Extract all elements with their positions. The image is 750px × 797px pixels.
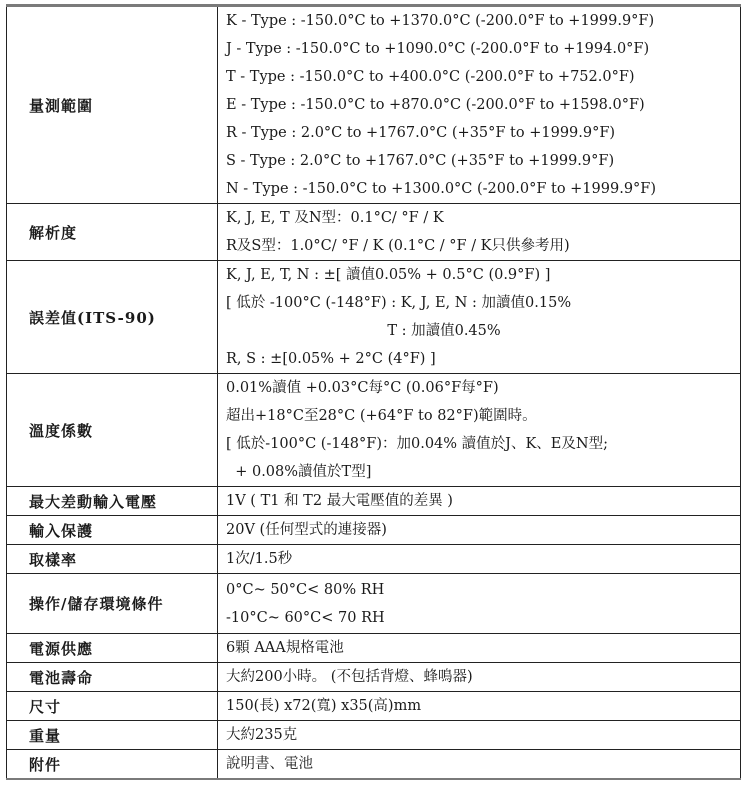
spec-value-line: K - Type : -150.0°C to +1370.0°C (-200.0°F to +1999.9°F) <box>226 13 655 29</box>
spec-value-line: [ 低於-100°C (-148°F)：加0.04% 讀值於J、K、E及N型; <box>226 436 608 452</box>
spec-value-line: K, J, E, T, N : ±[ 讀值0.05% + 0.5°C (0.9°F) ] <box>226 267 551 283</box>
spec-row-max-differential-input <box>7 487 741 516</box>
spec-label: 電源供應 <box>7 634 218 663</box>
spec-value-line: T - Type : -150.0°C to +400.0°C (-200.0°F to +752.0°F) <box>226 69 635 85</box>
spec-value-line: J - Type : -150.0°C to +1090.0°C (-200.0°F to +1994.0°F) <box>226 41 650 57</box>
spec-value-line: 1次/1.5秒 <box>226 551 293 567</box>
spec-value-line: 大約235克 <box>226 727 298 743</box>
spec-value <box>218 692 741 721</box>
spec-value-line: 0°C~ 50°C< 80% RH <box>226 581 385 598</box>
spec-value-line: R及S型：1.0°C/ °F / K (0.1°C / °F / K只供參考用) <box>226 238 570 254</box>
spec-value <box>218 374 741 487</box>
spec-value <box>218 574 741 634</box>
spec-label: 溫度係數 <box>7 374 218 487</box>
spec-value <box>218 721 741 750</box>
spec-value-line: T : 加讀值0.45% <box>226 323 501 339</box>
spec-label: 最大差動輸入電壓 <box>7 487 218 516</box>
spec-value-line: 大約200小時。 (不包括背燈、蜂鳴器) <box>226 669 473 685</box>
spec-value-line: 1V ( T1 和 T2 最大電壓值的差異 ) <box>226 493 453 509</box>
spec-row-accuracy <box>7 261 741 374</box>
spec-row-measurement-range <box>7 6 741 204</box>
spec-label: 誤差值(ITS-90) <box>7 261 218 374</box>
spec-value <box>218 487 741 516</box>
spec-value <box>218 750 741 780</box>
spec-row-sampling-rate <box>7 545 741 574</box>
spec-value <box>218 204 741 261</box>
spec-label: 操作/儲存環境條件 <box>7 574 218 634</box>
spec-label: 量測範圍 <box>7 6 218 204</box>
spec-value <box>218 634 741 663</box>
spec-row-battery-life <box>7 663 741 692</box>
specification-table <box>6 4 741 780</box>
spec-value-line: -10°C~ 60°C< 70 RH <box>226 609 385 626</box>
spec-value-line: R - Type : 2.0°C to +1767.0°C (+35°F to +1999.9°F) <box>226 125 616 141</box>
spec-value-line: + 0.08%讀值於T型] <box>226 464 372 480</box>
spec-row-weight <box>7 721 741 750</box>
spec-value-line: E - Type : -150.0°C to +870.0°C (-200.0°F to +1598.0°F) <box>226 97 645 113</box>
spec-label: 重量 <box>7 721 218 750</box>
spec-value <box>218 516 741 545</box>
spec-label: 尺寸 <box>7 692 218 721</box>
spec-value-line: 6顆 AAA規格電池 <box>226 640 344 656</box>
spec-value <box>218 6 741 204</box>
spec-label: 輸入保護 <box>7 516 218 545</box>
spec-value-line: 超出+18°C至28°C (+64°F to 82°F)範圍時。 <box>226 408 537 424</box>
spec-label: 電池壽命 <box>7 663 218 692</box>
spec-row-environment <box>7 574 741 634</box>
spec-label: 解析度 <box>7 204 218 261</box>
spec-value-line: 150(長) x72(寬) x35(高)mm <box>226 698 422 714</box>
spec-value-line: 20V (任何型式的連接器) <box>226 522 387 538</box>
spec-value-line: S - Type : 2.0°C to +1767.0°C (+35°F to +1999.9°F) <box>226 153 615 169</box>
spec-value <box>218 545 741 574</box>
spec-row-resolution <box>7 204 741 261</box>
spec-value-line: R, S : ±[0.05% + 2°C (4°F) ] <box>226 351 436 367</box>
spec-value-line: N - Type : -150.0°C to +1300.0°C (-200.0°F to +1999.9°F) <box>226 181 657 197</box>
spec-row-input-protection <box>7 516 741 545</box>
spec-row-temperature-coefficient <box>7 374 741 487</box>
spec-value <box>218 261 741 374</box>
spec-row-power-supply <box>7 634 741 663</box>
spec-label: 附件 <box>7 750 218 780</box>
spec-value-line: [ 低於 -100°C (-148°F) : K, J, E, N : 加讀值0.15% <box>226 295 572 311</box>
spec-value-line: 說明書、電池 <box>226 756 313 772</box>
spec-row-dimensions <box>7 692 741 721</box>
spec-row-accessories <box>7 750 741 780</box>
spec-label: 取樣率 <box>7 545 218 574</box>
spec-value <box>218 663 741 692</box>
spec-value-line: K, J, E, T 及N型：0.1°C/ °F / K <box>226 210 444 226</box>
spec-value-line: 0.01%讀值 +0.03°C每°C (0.06°F每°F) <box>226 380 499 396</box>
